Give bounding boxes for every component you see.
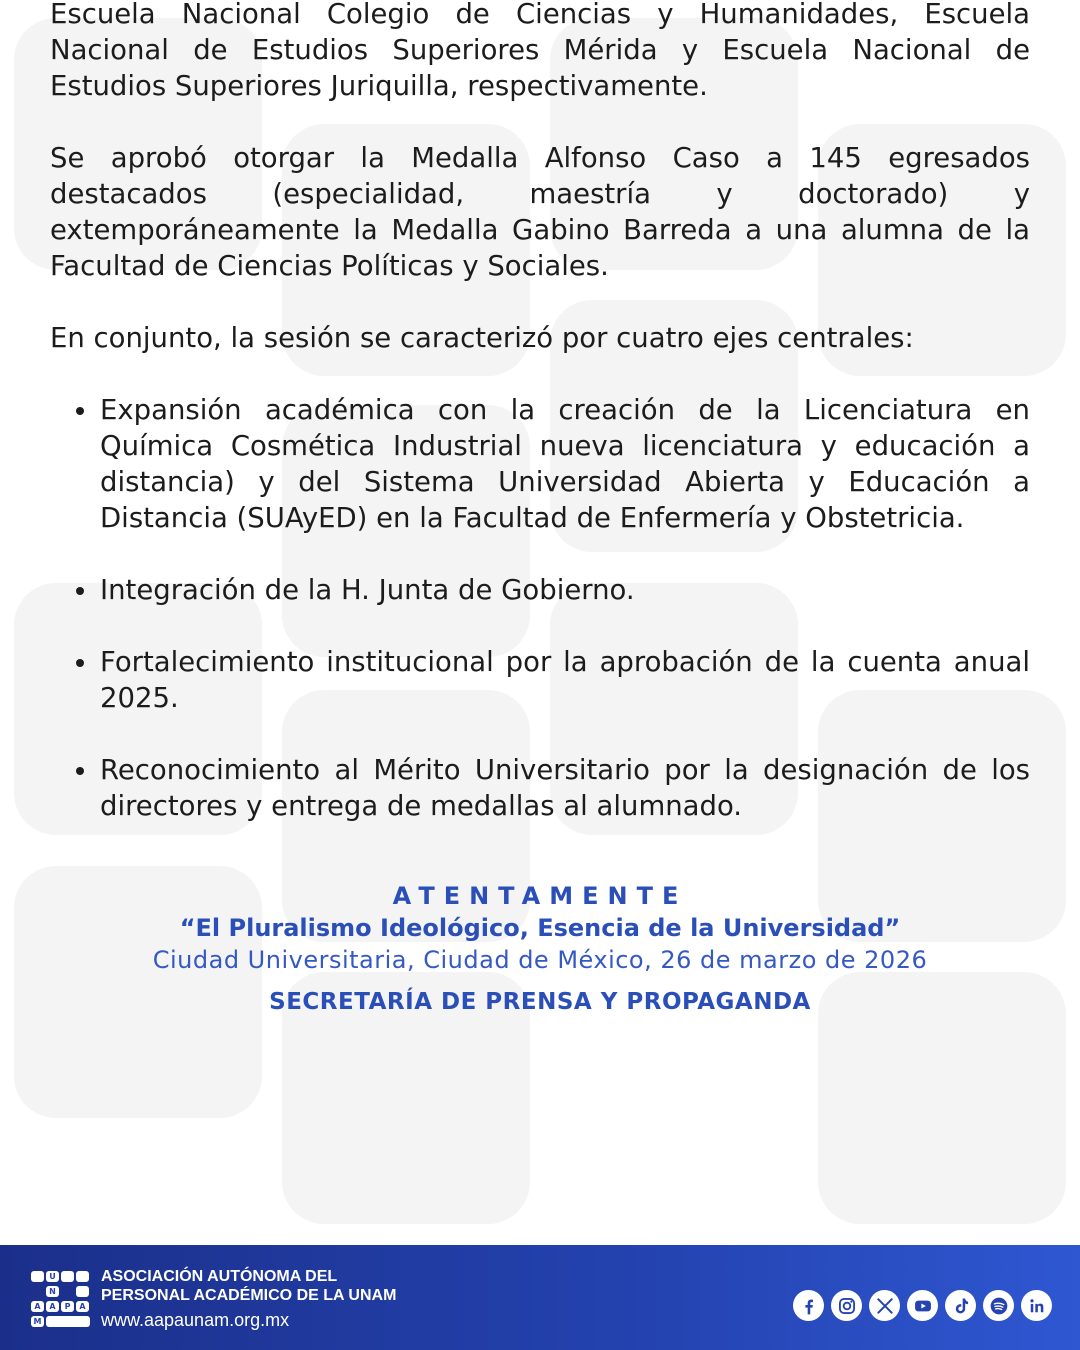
footer-bar <box>0 1245 1080 1350</box>
closing-block <box>0 880 1080 1018</box>
axes-list <box>50 392 1030 824</box>
paragraph-axes-intro: En conjunto, la sesión se caracterizó por cuatro ejes centrales: <box>50 322 914 354</box>
x-icon[interactable] <box>869 1290 900 1321</box>
aapaunam-logo <box>31 1271 91 1329</box>
youtube-icon[interactable] <box>907 1290 938 1321</box>
social-icons <box>793 1290 1052 1321</box>
closing-motto: “El Pluralismo Ideológico, Esencia de la Universidad” <box>179 914 901 942</box>
logo-cell: N <box>46 1286 59 1297</box>
logo-cell: A <box>46 1301 59 1312</box>
logo-cell <box>31 1271 44 1282</box>
list-item: Integración de la H. Junta de Gobierno. <box>100 572 1030 608</box>
logo-cell: U <box>46 1271 59 1282</box>
list-item: Fortalecimiento institucional por la aprobación de la cuenta anual 2025. <box>100 646 1030 714</box>
org-name-line2: PERSONAL ACADÉMICO DE LA UNAM <box>101 1287 397 1304</box>
paragraph-medals: Se aprobó otorgar la Medalla Alfonso Caso a 145 egresados destacados (especialidad, maestría y doctorado) y extemporáneamente la Medalla Gabino Barreda a una alumna de la Facultad de Ciencias Políticas y Sociales. <box>50 142 1030 282</box>
list-item: Expansión académica con la creación de la Licenciatura en Química Cosmética Industrial nueva licenciatura y educación a distancia) y del Sistema Universidad Abierta y Educación a Distancia (SUAyED) en la Facultad de Enfermería y Obstetricia. <box>100 394 1030 534</box>
closing-attentively: ATENTAMENTE <box>392 882 688 910</box>
facebook-icon[interactable] <box>793 1290 824 1321</box>
closing-place-date: Ciudad Universitaria, Ciudad de México, 26 de marzo de 2026 <box>152 946 928 974</box>
list-item: Reconocimiento al Mérito Universitario por la designación de los directores y entrega de medallas al alumnado. <box>100 754 1030 822</box>
tiktok-icon[interactable] <box>945 1290 976 1321</box>
logo-cell: A <box>31 1301 44 1312</box>
linkedin-icon[interactable] <box>1021 1290 1052 1321</box>
logo-cell: A <box>76 1301 89 1312</box>
website-link[interactable]: www.aapaunam.org.mx <box>101 1310 290 1330</box>
logo-cell <box>61 1271 74 1282</box>
logo-cell <box>76 1286 89 1297</box>
spotify-icon[interactable] <box>983 1290 1014 1321</box>
logo-cell <box>46 1316 90 1327</box>
instagram-icon[interactable] <box>831 1290 862 1321</box>
logo-cell: M <box>31 1316 44 1327</box>
org-name-line1: ASOCIACIÓN AUTÓNOMA DEL <box>101 1268 338 1285</box>
body-text <box>50 0 1030 860</box>
closing-secretariat: SECRETARÍA DE PRENSA Y PROPAGANDA <box>269 989 811 1015</box>
paragraph-schools: Escuela Nacional Colegio de Ciencias y Humanidades, Escuela Nacional de Estudios Superiores Mérida y Escuela Nacional de Estudios Superiores Juriquilla, respectivamente. <box>50 0 1030 102</box>
logo-cell <box>76 1271 89 1282</box>
logo-cell: P <box>61 1301 74 1312</box>
